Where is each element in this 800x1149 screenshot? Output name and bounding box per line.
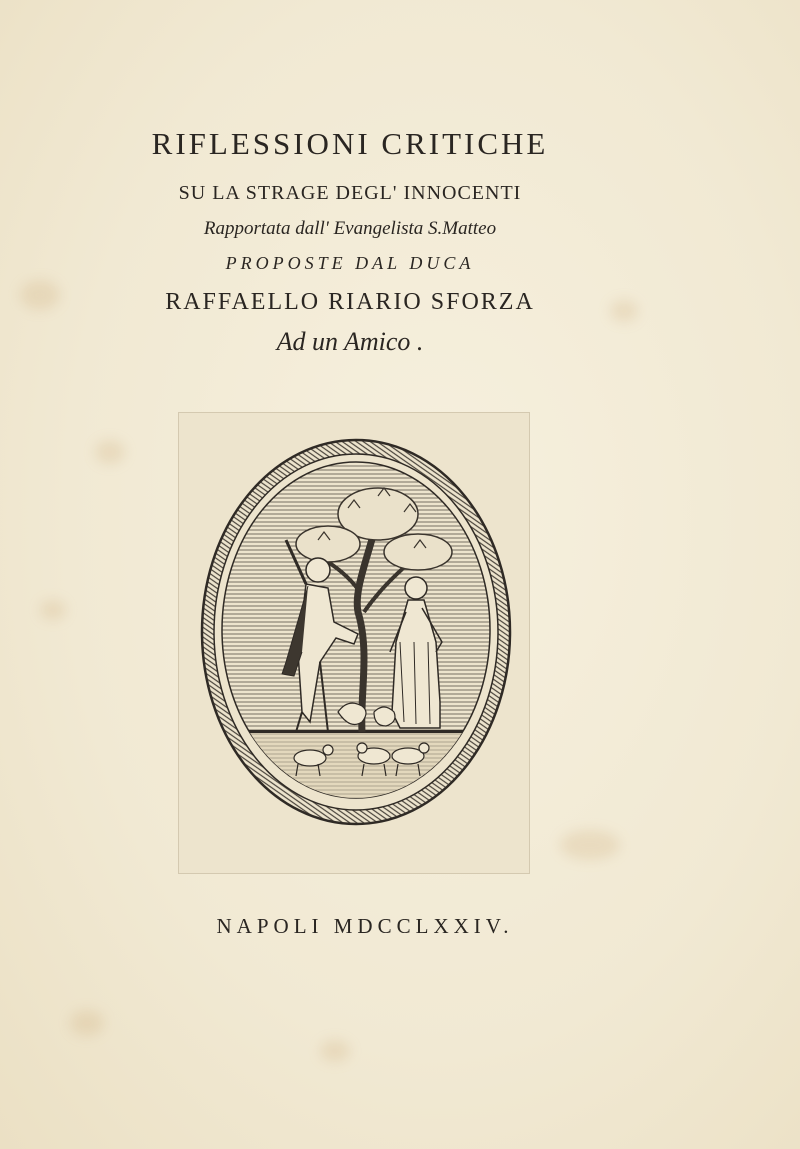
- foxing-spot: [40, 600, 66, 620]
- imprint-line: NAPOLI MDCCLXXIV.: [216, 914, 514, 938]
- reference-line: Rapportata dall' Evangelista S.Matteo: [203, 218, 497, 239]
- foxing-spot: [20, 280, 60, 310]
- foxing-spot: [320, 1040, 350, 1062]
- author-name: RAFFAELLO RIARIO SFORZA: [165, 289, 535, 315]
- proposed-by-line: PROPOSTE DAL DUCA: [225, 253, 475, 273]
- engraved-oval-cameo-vignette-icon: [178, 412, 530, 874]
- foxing-spot: [95, 440, 125, 464]
- subtitle: SU LA STRAGE DEGL' INNOCENTI: [178, 182, 522, 204]
- title-block: [60, 128, 640, 355]
- foxing-spot: [70, 1010, 104, 1036]
- foxing-spot: [560, 830, 620, 860]
- title: RIFLESSIONI CRITICHE: [151, 126, 549, 161]
- plate-impression: [178, 412, 530, 874]
- addressee-line: Ad un Amico .: [276, 327, 424, 356]
